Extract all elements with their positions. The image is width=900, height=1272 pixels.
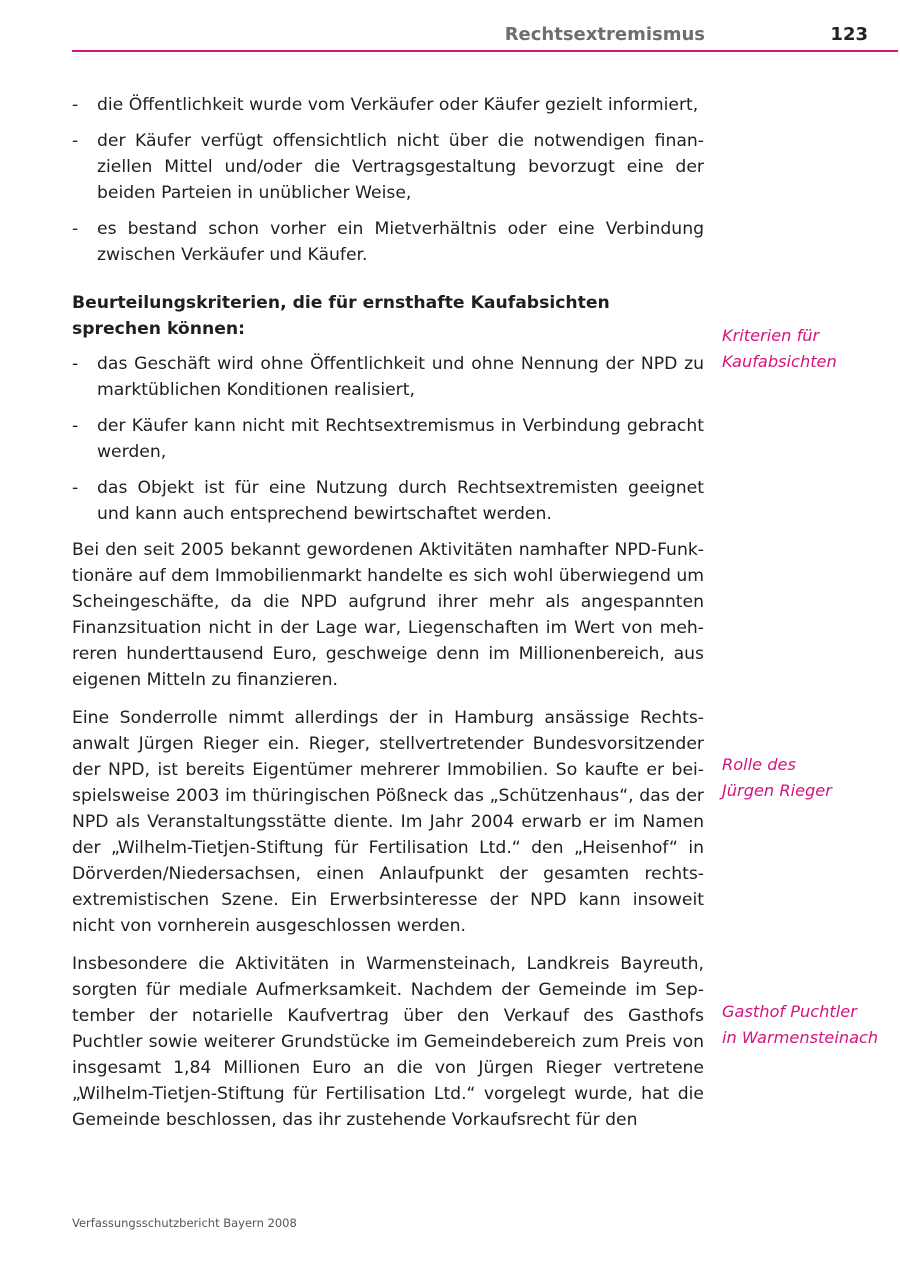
- criteria-list: [72, 351, 704, 527]
- list-item: [72, 216, 704, 268]
- dash-bullet: -: [72, 416, 79, 436]
- list-item-text: das Objekt ist für eine Nutzung durch Rechtsextremisten geeignet und kann auch entsprechend bewirtschaftet werden.: [97, 478, 704, 524]
- margin-note-line: Kriterien für: [722, 326, 820, 345]
- margin-note-line: Kaufabsichten: [722, 352, 837, 371]
- margin-note-line: Gasthof Puchtler: [722, 1002, 857, 1021]
- paragraph-scheingeschaefte: Bei den seit 2005 bekannt gewordenen Aktivitäten namhafter NPD-Funktionäre auf dem Immobilienmarkt handelte es sich wohl überwiegend um Scheingeschäfte, da die NPD aufgrund ihrer mehr als angespannten Finanzsituation nicht in der Lage war, Liegenschaften im Wert von mehreren hunderttausend Euro, geschweige denn im Millionenbereich, aus eigenen Mitteln zu finanzieren.: [72, 540, 704, 690]
- margin-note-puchtler: [722, 999, 898, 1051]
- dash-bullet: -: [72, 219, 79, 239]
- list-item-text: das Geschäft wird ohne Öffentlichkeit und ohne Nennung der NPD zu marktüblichen Konditionen realisiert,: [97, 354, 704, 400]
- main-text: [72, 92, 704, 1145]
- list-item: [72, 413, 704, 465]
- indicator-list: [72, 92, 704, 268]
- list-item: [72, 351, 704, 403]
- dash-bullet: -: [72, 354, 79, 374]
- section-subheading: Beurteilungskriterien, die für ernsthafte Kaufabsichten sprechen können:: [72, 293, 610, 339]
- paragraph-warmensteinach: Insbesondere die Aktivitäten in Warmensteinach, Landkreis Bayreuth, sorgten für mediale Aufmerksamkeit. Nachdem der Gemeinde im September der notarielle Kaufvertrag über den Verkauf des Gasthofs Puchtler sowie weiterer Grundstücke im Gemeindebereich zum Preis von insgesamt 1,84 Millionen Euro an die von Jürgen Rieger vertretene „Wilhelm-Tietjen-Stiftung für Fertilisation Ltd.“ vorgelegt wurde, hat die Gemeinde beschlossen, das ihr zustehende Vorkaufsrecht für den: [72, 954, 704, 1130]
- list-item-text: der Käufer verfügt offensichtlich nicht über die notwendigen finanziellen Mittel und/oder die Vertragsgestaltung bevorzugt eine der beiden Parteien in unüblicher Weise,: [97, 131, 704, 203]
- list-item: [72, 92, 704, 118]
- margin-note-rieger: [722, 752, 898, 804]
- margin-note-line: Rolle des: [722, 755, 796, 774]
- list-item: [72, 128, 704, 206]
- page-number: 123: [830, 24, 868, 45]
- margin-note-line: in Warmensteinach: [722, 1028, 879, 1047]
- list-item: [72, 475, 704, 527]
- margin-note-kriterien: [722, 323, 898, 375]
- list-item-text: die Öffentlichkeit wurde vom Verkäufer oder Käufer gezielt informiert,: [97, 95, 699, 115]
- header-rule: [72, 50, 898, 52]
- dash-bullet: -: [72, 131, 79, 151]
- header-title: Rechtsextremismus: [504, 24, 705, 45]
- paragraph-rieger: Eine Sonderrolle nimmt allerdings der in Hamburg ansässige Rechtsanwalt Jürgen Rieger ein. Rieger, stellvertretender Bundesvorsitzender der NPD, ist bereits Eigentümer mehrerer Immobilien. So kaufte er beispielsweise 2003 im thüringischen Pößneck das „Schützenhaus“, das der NPD als Veranstaltungsstätte diente. Im Jahr 2004 erwarb er im Namen der „Wilhelm-Tietjen-Stiftung für Fertilisation Ltd.“ den „Heisenhof“ in Dörverden/Niedersachsen, einen Anlaufpunkt der gesamten rechtsextremistischen Szene. Ein Erwerbsinteresse der NPD kann insoweit nicht von vornherein ausgeschlossen werden.: [72, 708, 704, 936]
- dash-bullet: -: [72, 478, 79, 498]
- list-item-text: es bestand schon vorher ein Mietverhältnis oder eine Verbindung zwischen Verkäufer und Käufer.: [97, 219, 704, 265]
- page-footer: Verfassungsschutzbericht Bayern 2008: [72, 1216, 297, 1230]
- margin-note-line: Jürgen Rieger: [722, 781, 832, 800]
- list-item-text: der Käufer kann nicht mit Rechtsextremismus in Verbindung gebracht werden,: [97, 416, 704, 462]
- dash-bullet: -: [72, 95, 79, 115]
